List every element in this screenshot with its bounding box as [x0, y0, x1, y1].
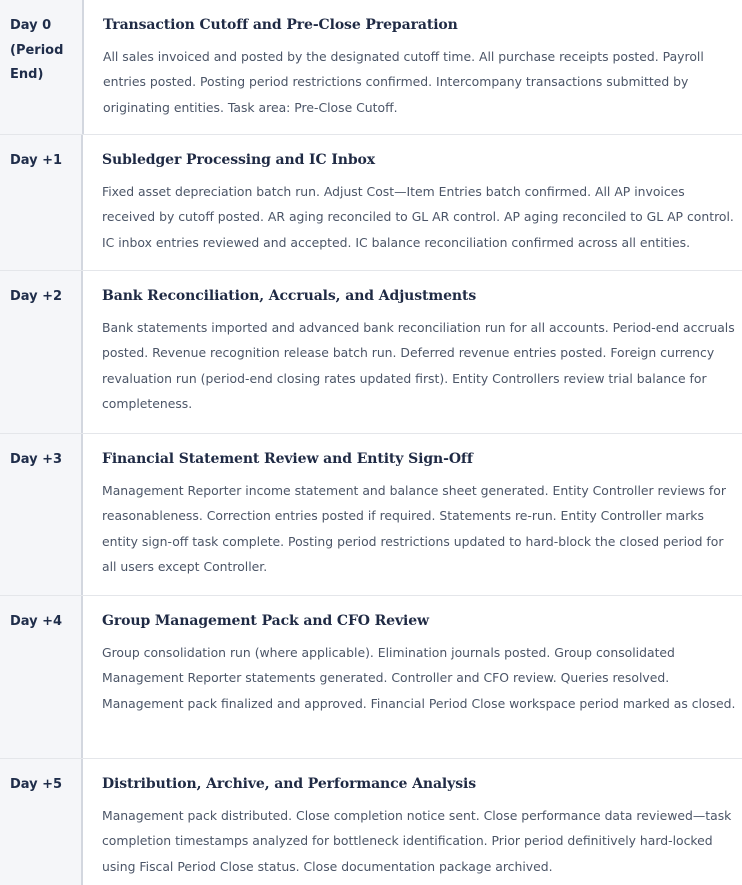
row-title: Transaction Cutoff and Pre-Close Preparation — [103, 17, 458, 33]
day-label: Day 0 (Period End) — [0, 0, 84, 134]
row-content — [83, 271, 742, 433]
row-content — [83, 596, 742, 758]
day-label: Day +1 — [0, 135, 83, 270]
row-content — [84, 0, 742, 134]
day-label: Day +2 — [0, 271, 83, 433]
timeline-row-day-2 — [0, 271, 742, 434]
row-content — [83, 759, 742, 885]
timeline-row-day-5 — [0, 759, 742, 885]
row-content — [83, 434, 742, 595]
row-description: Group consolidation run (where applicable). Elimination journals posted. Group consolidated Management Reporter statements generated. Controller and CFO review. Queries resolved. Management pack finalized and approved. Financial Period Close workspace period marked as closed. — [102, 645, 736, 711]
row-title: Distribution, Archive, and Performance Analysis — [102, 776, 476, 792]
row-content — [83, 135, 742, 270]
day-label: Day +3 — [0, 434, 83, 595]
row-title: Financial Statement Review and Entity Sign-Off — [102, 451, 473, 467]
row-title: Group Management Pack and CFO Review — [102, 613, 430, 629]
day-label: Day +5 — [0, 759, 83, 885]
row-description: All sales invoiced and posted by the designated cutoff time. All purchase receipts posted. Payroll entries posted. Posting period restrictions confirmed. Intercompany transactions submitted by originating entities. Task area: Pre-Close Cutoff. — [103, 49, 704, 115]
timeline-row-day-3 — [0, 434, 742, 596]
row-description: Bank statements imported and advanced bank reconciliation run for all accounts. Period-end accruals posted. Revenue recognition release batch run. Deferred revenue entries posted. Foreign currency revaluation run (period-end closing rates updated first). Entity Controllers review trial balance for completeness. — [102, 320, 735, 412]
day-label: Day +4 — [0, 596, 83, 758]
timeline-row-day-4 — [0, 596, 742, 759]
row-title: Bank Reconciliation, Accruals, and Adjustments — [102, 288, 477, 304]
timeline-row-day-1 — [0, 135, 742, 271]
row-title: Subledger Processing and IC Inbox — [102, 152, 376, 168]
row-description: Fixed asset depreciation batch run. Adjust Cost—Item Entries batch confirmed. All AP invoices received by cutoff posted. AR aging reconciled to GL AR control. AP aging reconciled to GL AP control. IC inbox entries reviewed and accepted. IC balance reconciliation confirmed across all entities. — [102, 184, 734, 250]
row-description: Management Reporter income statement and balance sheet generated. Entity Controller reviews for reasonableness. Correction entries posted if required. Statements re-run. Entity Controller marks entity sign-off task complete. Posting period restrictions updated to hard-block the closed period for all users except Controller. — [102, 483, 726, 575]
row-description: Management pack distributed. Close completion notice sent. Close performance data reviewed—task completion timestamps analyzed for bottleneck identification. Prior period definitively hard-locked using Fiscal Period Close status. Close documentation package archived. — [102, 808, 732, 874]
timeline-row-day-0 — [0, 0, 742, 135]
